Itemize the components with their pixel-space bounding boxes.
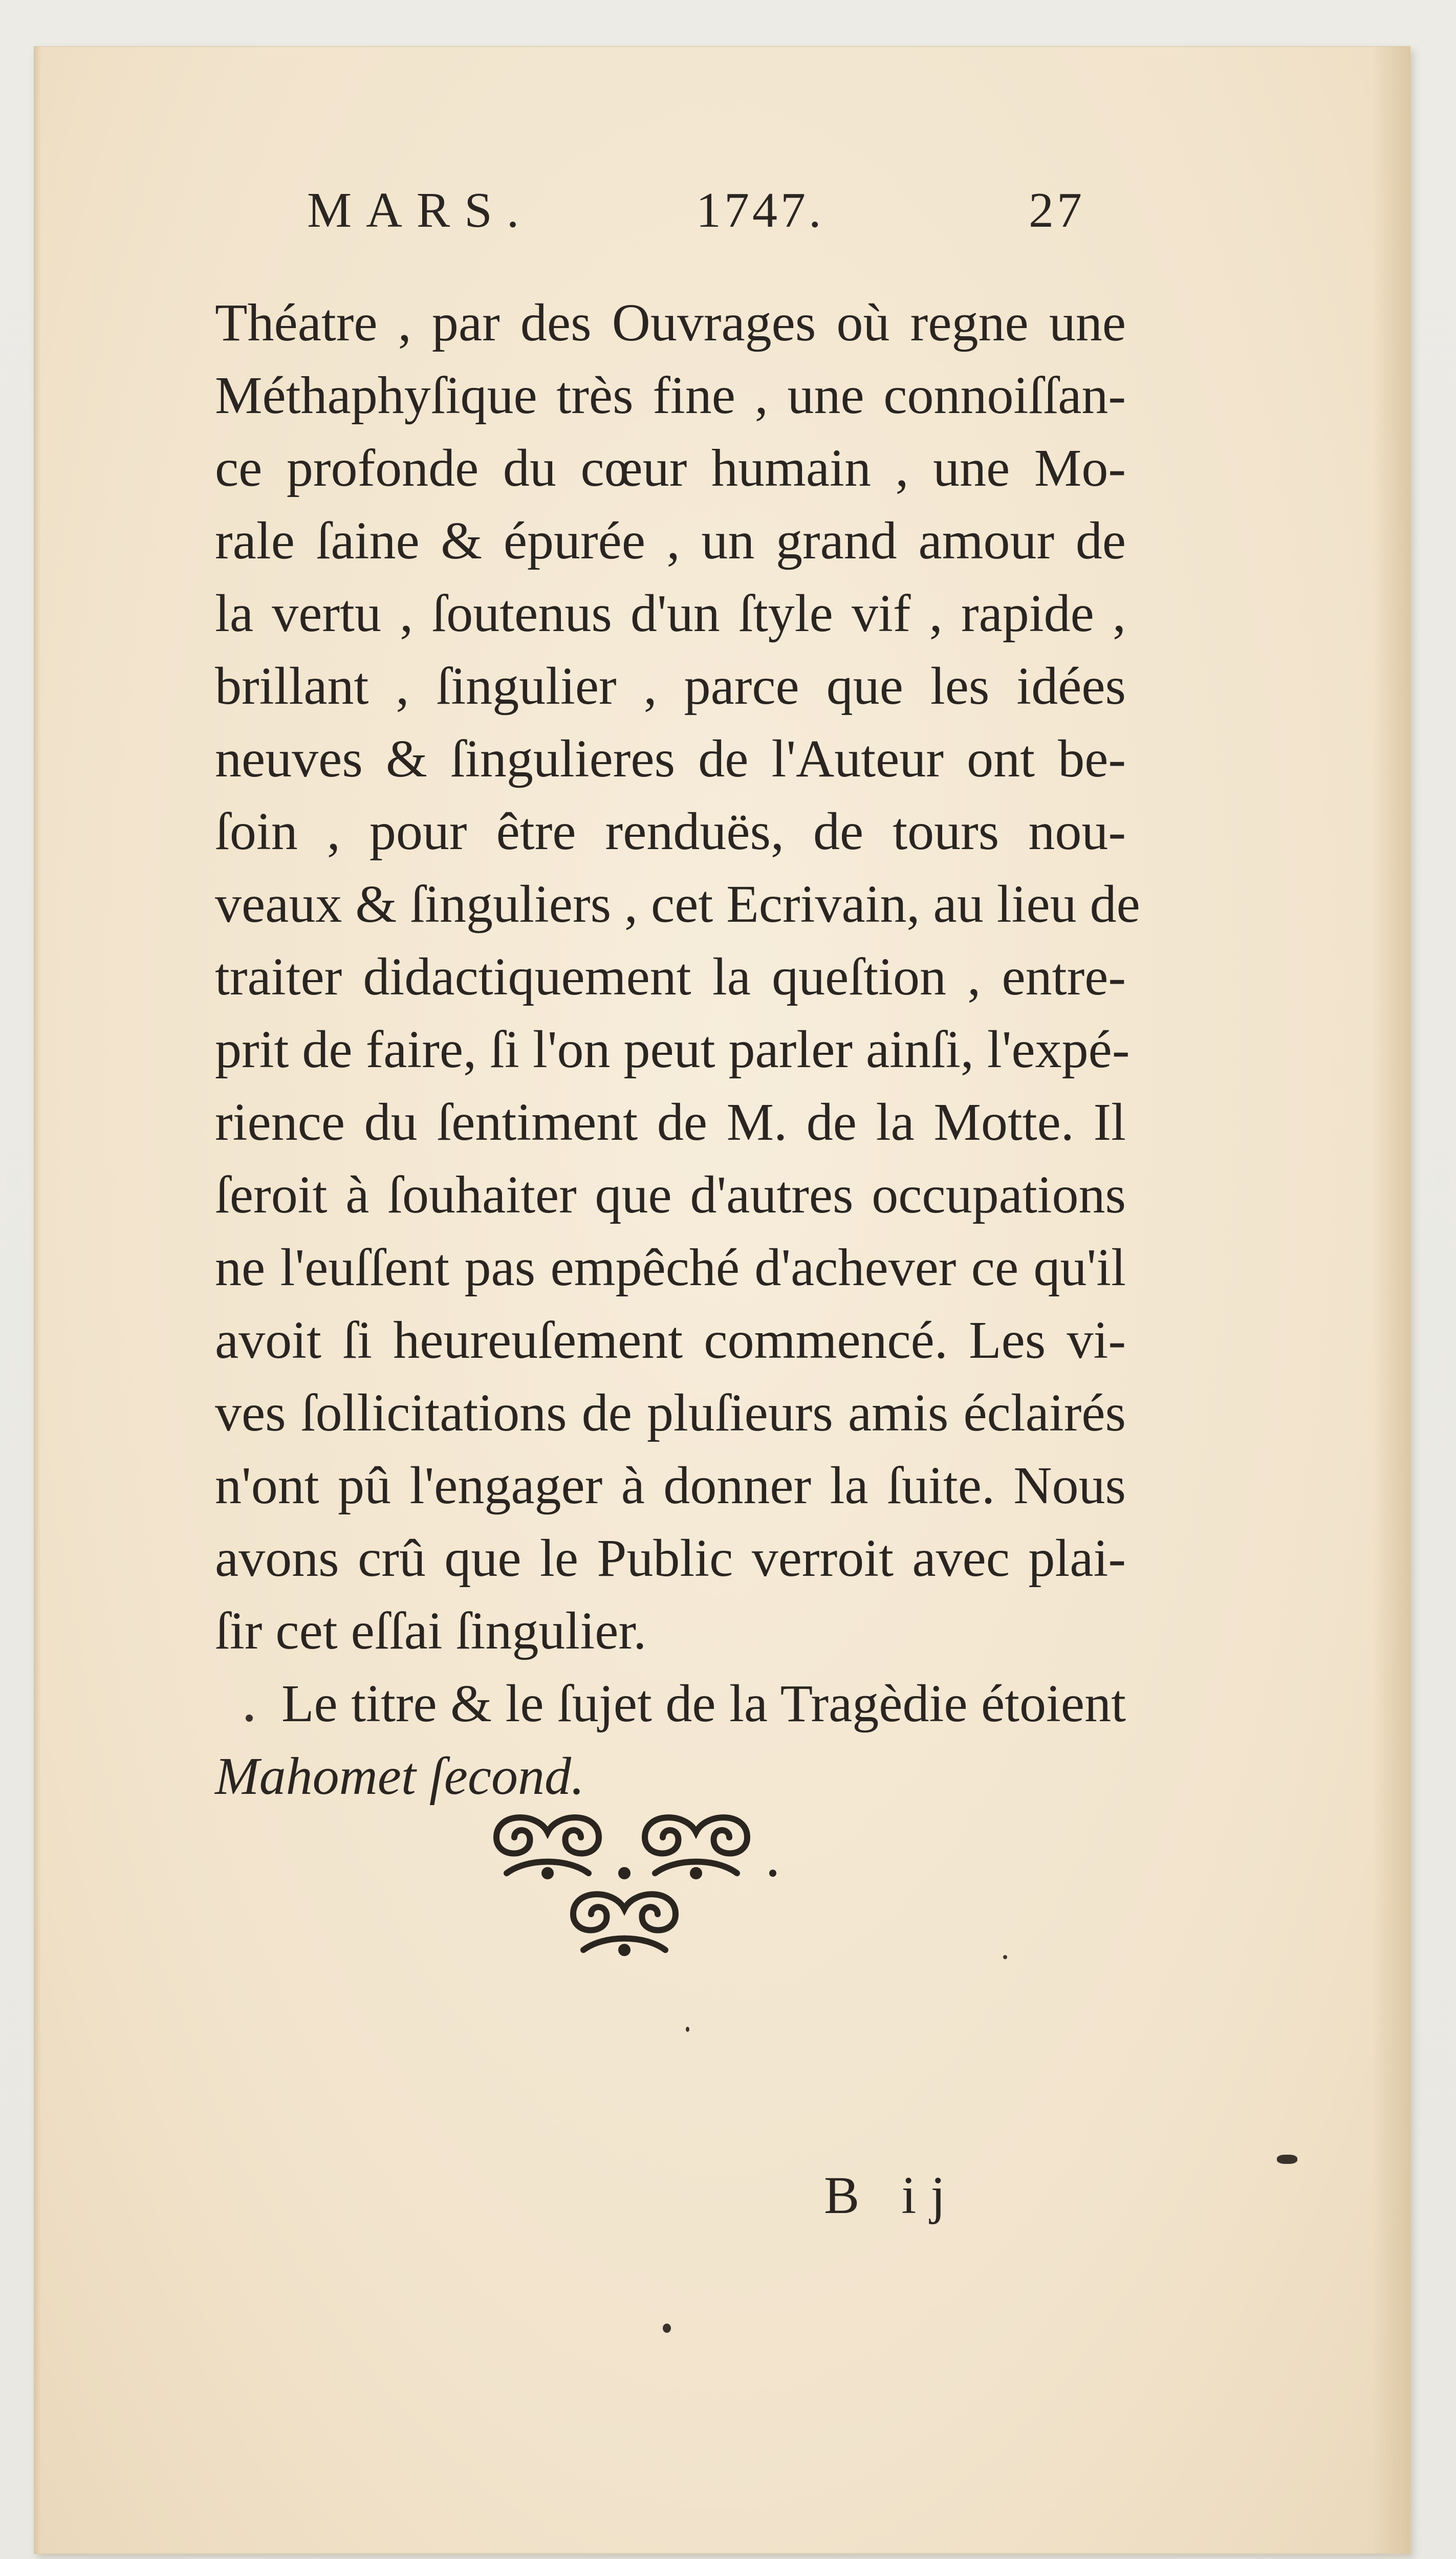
page-left-edge bbox=[34, 46, 41, 2554]
text-line: traiter didactiquement la queſtion , entre- bbox=[215, 947, 1126, 1006]
text-line: ce profonde du cœur humain , une Mo- bbox=[215, 439, 1126, 497]
running-head bbox=[307, 182, 1105, 248]
text-line: ſir cet eſſai ſingulier. bbox=[215, 1601, 647, 1660]
text-line: Méthaphyſique très fine , une connoiſſan- bbox=[215, 366, 1126, 425]
text-line: ſeroit à ſouhaiter que d'autres occupations bbox=[215, 1165, 1126, 1224]
text-line: ſoin , pour être renduës, de tours nou- bbox=[215, 802, 1126, 861]
text-line: rience du ſentiment de M. de la Motte. Il bbox=[215, 1093, 1126, 1152]
fleuron-ornament-icon bbox=[476, 1796, 793, 1970]
running-head-month: MARS. bbox=[307, 183, 534, 238]
paragraph-first-line: Le titre & le ſujet de la Tragèdie étoient bbox=[281, 1674, 1126, 1733]
text-line: avons crû que le Public verroit avec plai- bbox=[215, 1529, 1126, 1588]
text-line: neuves & ſingulieres de l'Auteur ont be- bbox=[215, 729, 1126, 788]
paper-speck bbox=[246, 1715, 253, 1722]
running-head-year: 1747. bbox=[696, 183, 824, 238]
paper-speck bbox=[1277, 2155, 1297, 2164]
text-line: Théatre , par des Ouvrages où regne une bbox=[215, 293, 1126, 352]
text-line: la vertu , ſoutenus d'un ſtyle vif , rapide , bbox=[215, 584, 1126, 643]
italic-title-line: Mahomet ſecond. bbox=[215, 1747, 585, 1806]
text-line: veaux & ſinguliers , cet Ecrivain, au lieu de bbox=[215, 875, 1140, 934]
text-line: rale ſaine & épurée , un grand amour de bbox=[215, 511, 1126, 570]
text-line: avoit ſi heureuſement commencé. Les vi- bbox=[215, 1311, 1126, 1370]
text-line: prit de faire, ſi l'on peut parler ainſi, l'expé- bbox=[215, 1020, 1130, 1079]
signature-mark: B ij bbox=[824, 2166, 960, 2225]
text-line: brillant , ſingulier , parce que les idées bbox=[215, 657, 1126, 715]
page-number: 27 bbox=[1029, 183, 1085, 238]
text-line: ne l'euſſent pas empêché d'achever ce qu'il bbox=[215, 1238, 1126, 1297]
text-line: ves ſollicitations de pluſieurs amis éclairés bbox=[215, 1383, 1126, 1442]
body-text bbox=[215, 287, 1140, 1813]
paper-speck bbox=[1003, 1955, 1007, 1959]
paper-speck bbox=[686, 2027, 689, 2032]
text-line: n'ont pû l'engager à donner la ſuite. Nous bbox=[215, 1456, 1126, 1515]
paper-speck bbox=[663, 2324, 671, 2333]
page-right-edge bbox=[1372, 46, 1410, 2554]
